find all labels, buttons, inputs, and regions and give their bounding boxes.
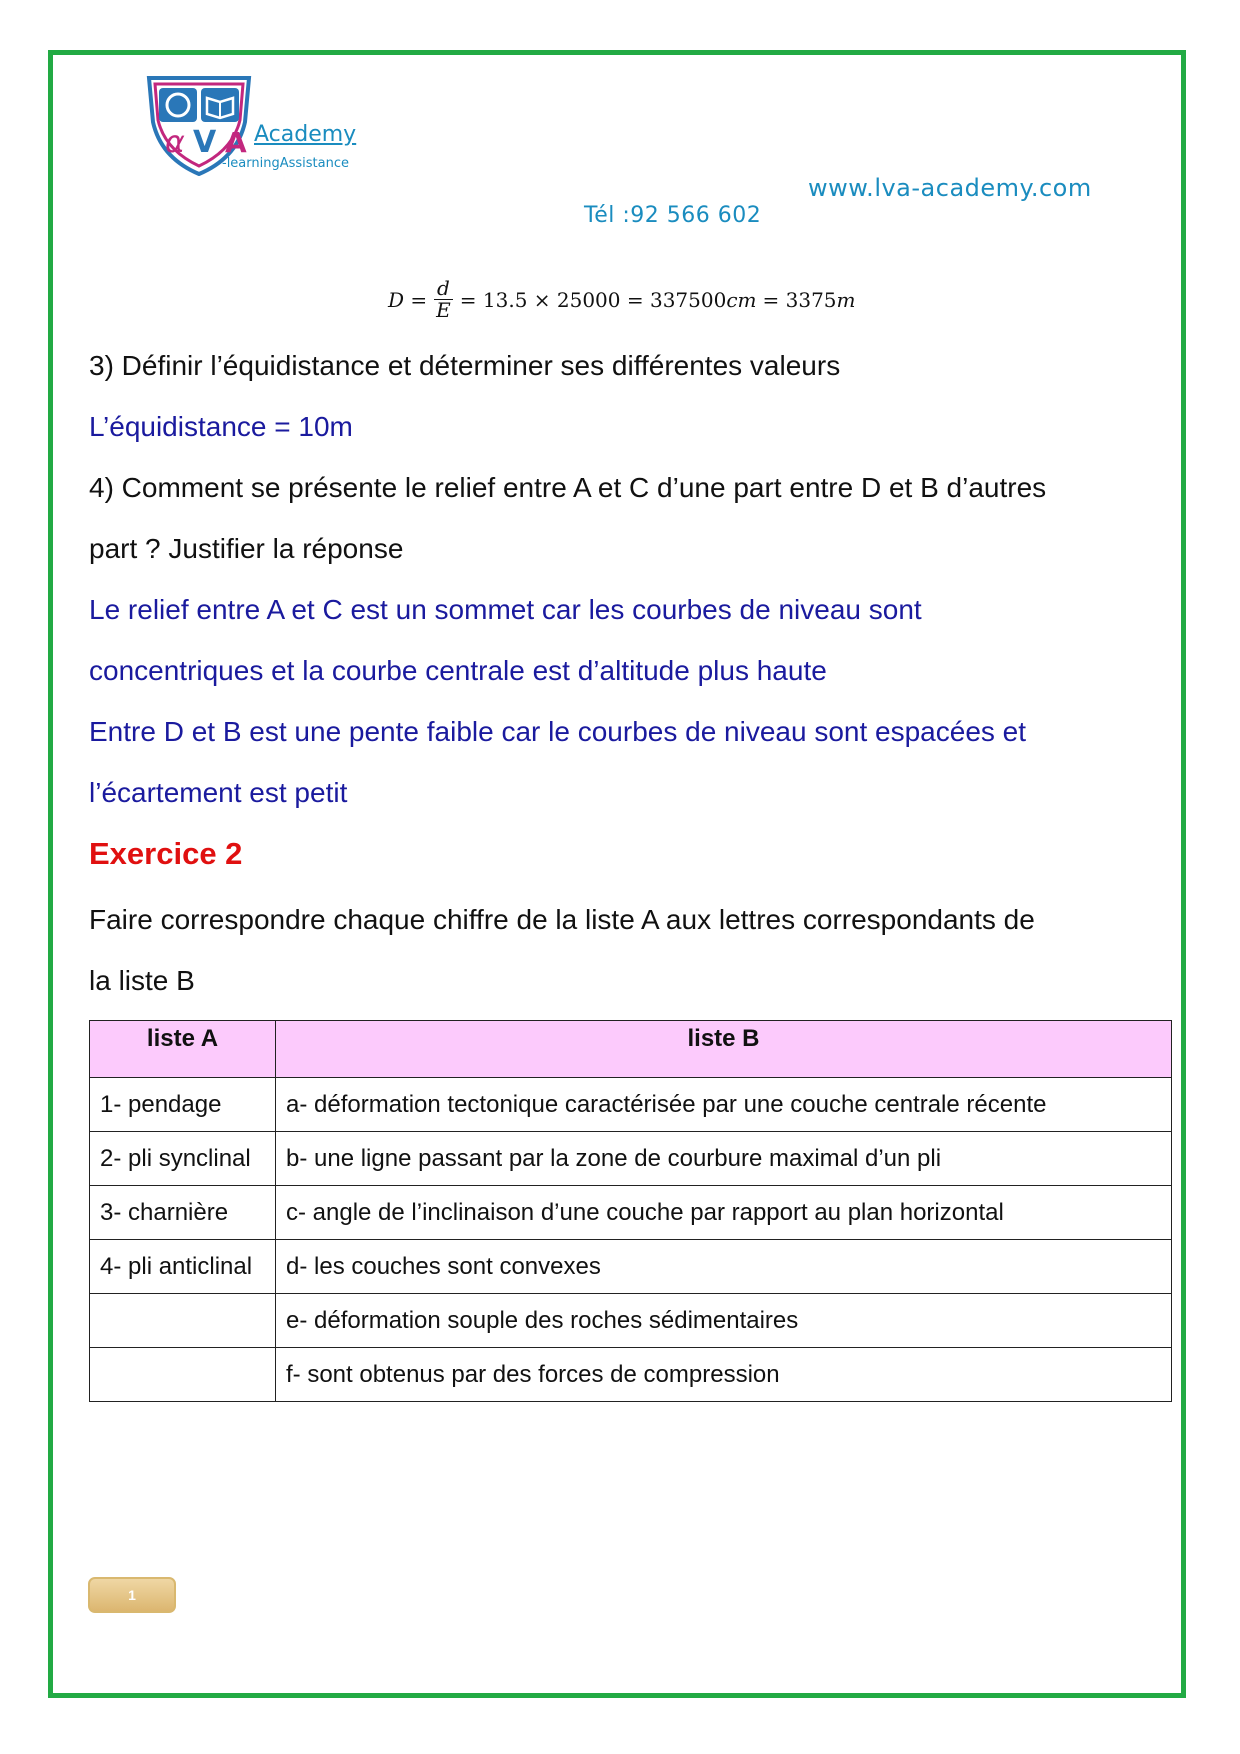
formula-lhs: D = [388, 287, 428, 312]
formula-fraction [433, 278, 454, 321]
answer-4-line-1: Le relief entre A et C est un sommet car les courbes de niveau sont [89, 594, 922, 625]
phone-number: Tél :92 566 602 [584, 203, 762, 228]
table-row [90, 1348, 1172, 1402]
question-3: 3) Définir l’équidistance et déterminer ses différentes valeurs [89, 350, 841, 381]
header-liste-a: liste A [90, 1021, 276, 1078]
svg-text:A: A [225, 126, 247, 159]
svg-text:α: α [165, 125, 185, 160]
formula-rhs-1: = 13.5 × 25000 = 337500 [459, 287, 727, 312]
formula-unit-2: m [836, 287, 856, 312]
table-cell-a [90, 1294, 276, 1348]
table-cell-a: 1- pendage [90, 1078, 276, 1132]
formula-denominator: E [436, 298, 451, 322]
table-header-row [90, 1021, 1172, 1078]
answer-4-line-3: Entre D et B est une pente faible car le courbes de niveau sont espacées et [89, 716, 1027, 747]
instruction-line-2: la liste B [89, 965, 195, 996]
table-row [90, 1240, 1172, 1294]
website-link[interactable]: www.lva-academy.com [808, 174, 1092, 202]
table-cell-b: b- une ligne passant par la zone de courbure maximal d’un pli [276, 1132, 1172, 1186]
answer-4-line-2: concentriques et la courbe centrale est d’altitude plus haute [89, 655, 827, 686]
table-cell-a: 2- pli synclinal [90, 1132, 276, 1186]
distance-formula [388, 278, 855, 321]
answer-4-line-4: l’écartement est petit [89, 777, 348, 808]
instruction-line-1: Faire correspondre chaque chiffre de la liste A aux lettres correspondants de [89, 904, 1035, 935]
formula-numerator: d [434, 278, 453, 300]
svg-text:V: V [193, 125, 217, 160]
matching-table [89, 1020, 1172, 1402]
table-cell-a: 3- charnière [90, 1186, 276, 1240]
table-row [90, 1132, 1172, 1186]
question-4-line-1: 4) Comment se présente le relief entre A et C d’une part entre D et B d’autres [89, 472, 1047, 503]
formula-unit-1: cm [726, 287, 757, 312]
table-cell-b: c- angle de l’inclinaison d’une couche par rapport au plan horizontal [276, 1186, 1172, 1240]
table-row [90, 1294, 1172, 1348]
table-cell-a [90, 1348, 276, 1402]
table-row [90, 1078, 1172, 1132]
answer-3: L’équidistance = 10m [89, 411, 353, 442]
table-cell-b: f- sont obtenus par des forces de compression [276, 1348, 1172, 1402]
formula-rhs-2: = 3375 [762, 287, 837, 312]
logo-subtitle: -learningAssistance [222, 156, 349, 171]
table-cell-a: 4- pli anticlinal [90, 1240, 276, 1294]
table-cell-b: e- déformation souple des roches sédimentaires [276, 1294, 1172, 1348]
table-row [90, 1186, 1172, 1240]
question-4-line-2: part ? Justifier la réponse [89, 533, 404, 564]
table-cell-b: a- déformation tectonique caractérisée par une couche centrale récente [276, 1078, 1172, 1132]
exercise-title: Exercice 2 [89, 836, 243, 871]
table-cell-b: d- les couches sont convexes [276, 1240, 1172, 1294]
logo-text: Academy [254, 122, 357, 147]
header-liste-b: liste B [276, 1021, 1172, 1078]
page-number-badge: 1 [88, 1577, 176, 1613]
